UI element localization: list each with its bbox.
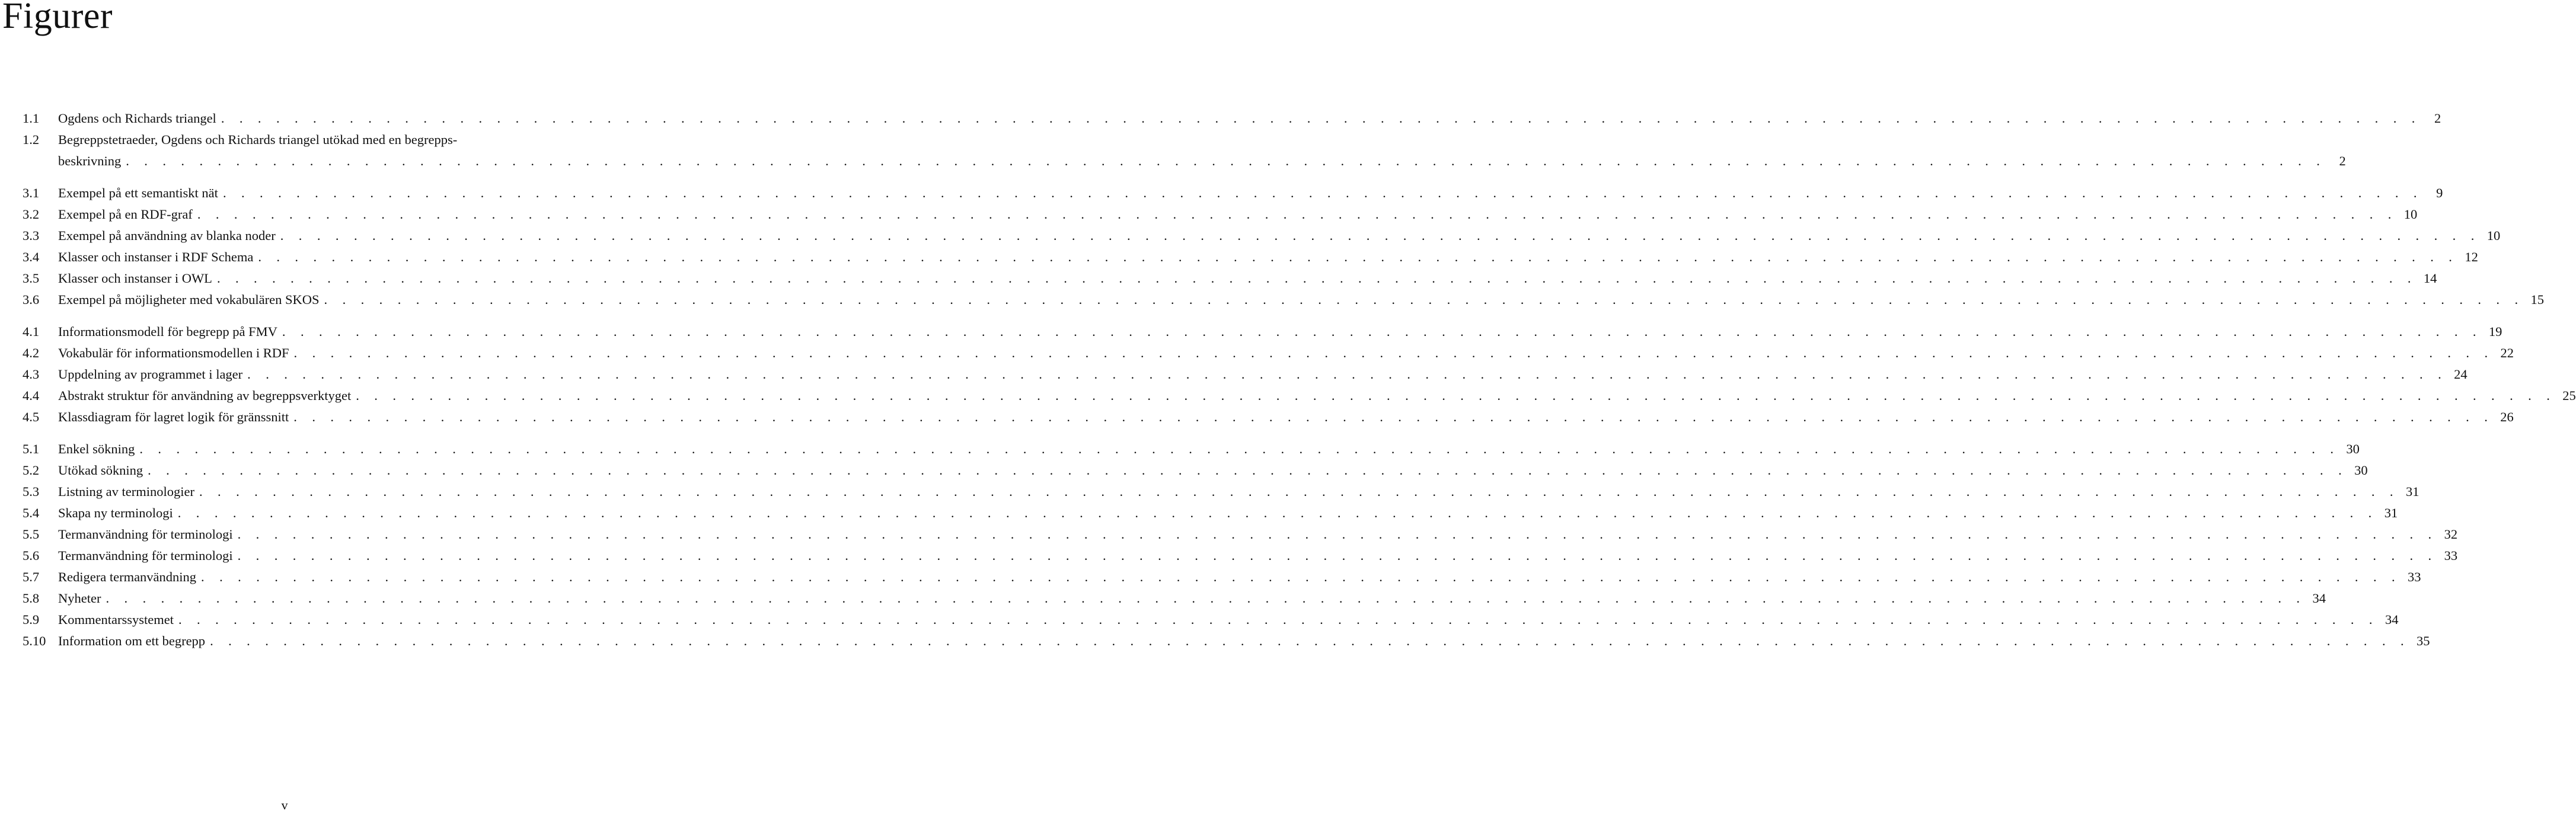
- figure-number: 5.6: [23, 548, 40, 563]
- toc-entry[interactable]: [23, 460, 2368, 481]
- figure-number: 3.2: [23, 207, 40, 222]
- page-ref: 19: [2488, 324, 2502, 339]
- page-ref: 30: [2346, 441, 2360, 456]
- dot-leader: . . . . . . . . . . . . . . . . . . . . . . . . . . . . . . . . . . . . . . . . . . . . . . . . . . . . . . . . . . . . . . . . . . . . . . . . . . . . . . . . . . . . . . . . . . . . . . . . . . . . . . . . . . . . . . . . . . . . . . . .: [216, 271, 2417, 286]
- figure-number: 1.2: [23, 132, 40, 147]
- figure-title: Listning av terminologier: [58, 484, 194, 499]
- toc-entry[interactable]: [23, 588, 2326, 609]
- toc-entry[interactable]: [23, 630, 2430, 652]
- figure-title-continuation: beskrivning: [58, 153, 122, 168]
- dot-leader: . . . . . . . . . . . . . . . . . . . . . . . . . . . . . . . . . . . . . . . . . . . . . . . . . . . . . . . . . . . . . . . . . . . . . . . . . . . . . . . . . . . . . . . . . . . . . . . . . . . . . . . . . . . . . . . . . . . . . . . .: [106, 591, 2306, 606]
- toc-entry[interactable]: [23, 438, 2360, 460]
- figure-number: 3.6: [23, 292, 40, 307]
- figure-title: Abstrakt struktur för användning av begreppsverktyget: [58, 388, 352, 403]
- figure-number: 4.5: [23, 409, 40, 424]
- page-ref: 33: [2408, 569, 2421, 584]
- dot-leader: . . . . . . . . . . . . . . . . . . . . . . . . . . . . . . . . . . . . . . . . . . . . . . . . . . . . . . . . . . . . . . . . . . . . . . . . . . . . . . . . . . . . . . . . . . . . . . . . . . . . . . . . . . . . . . . . . . . . . . . .: [222, 185, 2423, 200]
- toc-entry[interactable]: [23, 524, 2458, 545]
- figure-number: 3.1: [23, 185, 40, 200]
- figure-title: Informationsmodell för begrepp på FMV: [58, 324, 277, 339]
- figure-title: Klassdiagram för lagret logik för gränssnitt: [58, 409, 289, 424]
- dot-leader: . . . . . . . . . . . . . . . . . . . . . . . . . . . . . . . . . . . . . . . . . . . . . . . . . . . . . . . . . . . . . . . . . . . . . . . . . . . . . . . . . . . . . . . . . . . . . . . . . . . . . . . . . . . . . . . . . . . . . . . .: [199, 484, 2399, 499]
- figure-title: Kommentarssystemet: [58, 612, 174, 627]
- figure-number: 3.5: [23, 271, 40, 286]
- figure-title: Redigera termanvändning: [58, 569, 197, 584]
- figure-number: 5.3: [23, 484, 40, 499]
- page-ref: 25: [2562, 388, 2576, 403]
- figure-title: Vokabulär för informationsmodellen i RDF: [58, 345, 289, 360]
- figure-number: 3.3: [23, 228, 40, 243]
- dot-leader: . . . . . . . . . . . . . . . . . . . . . . . . . . . . . . . . . . . . . . . . . . . . . . . . . . . . . . . . . . . . . . . . . . . . . . . . . . . . . . . . . . . . . . . . . . . . . . . . . . . . . . . . . . . . . . . . . . . . . . . .: [210, 633, 2410, 648]
- toc-group: [23, 438, 2458, 652]
- list-of-figures: [23, 108, 2576, 662]
- dot-leader: . . . . . . . . . . . . . . . . . . . . . . . . . . . . . . . . . . . . . . . . . . . . . . . . . . . . . . . . . . . . . . . . . . . . . . . . . . . . . . . . . . . . . . . . . . . . . . . . . . . . . . . . . . . . . . . . . . . . . . . .: [237, 527, 2438, 542]
- page-ref: 22: [2500, 345, 2514, 360]
- figure-title: Exempel på ett semantiskt nät: [58, 185, 218, 200]
- dot-leader: . . . . . . . . . . . . . . . . . . . . . . . . . . . . . . . . . . . . . . . . . . . . . . . . . . . . . . . . . . . . . . . . . . . . . . . . . . . . . . . . . . . . . . . . . . . . . . . . . . . . . . . . . . . . . . . . . . . . . . . .: [282, 324, 2482, 339]
- figure-title: Uppdelning av programmet i lager: [58, 367, 243, 382]
- toc-entry[interactable]: [23, 364, 2468, 385]
- figure-number: 5.4: [23, 505, 40, 520]
- page-ref: 10: [2403, 207, 2418, 222]
- dot-leader: . . . . . . . . . . . . . . . . . . . . . . . . . . . . . . . . . . . . . . . . . . . . . . . . . . . . . . . . . . . . . . . . . . . . . . . . . . . . . . . . . . . . . . . . . . . . . . . . . . . . . . . . . . . . . . . . . . . . . . . .: [178, 612, 2379, 627]
- page-ref: 33: [2444, 548, 2458, 563]
- toc-entry[interactable]: [23, 129, 2346, 172]
- toc-entry[interactable]: [23, 108, 2441, 129]
- figure-title: Termanvändning för terminologi: [58, 527, 233, 542]
- page-ref: 9: [2436, 185, 2443, 200]
- page-ref: 30: [2354, 463, 2368, 478]
- figure-number: 4.2: [23, 345, 40, 360]
- figure-number: 5.1: [23, 441, 40, 456]
- dot-leader: . . . . . . . . . . . . . . . . . . . . . . . . . . . . . . . . . . . . . . . . . . . . . . . . . . . . . . . . . . . . . . . . . . . . . . . . . . . . . . . . . . . . . . . . . . . . . . . . . . . . . . . . . . . . . . . . . . . . . . . .: [197, 207, 2398, 222]
- toc-entry[interactable]: [23, 343, 2514, 364]
- dot-leader: . . . . . . . . . . . . . . . . . . . . . . . . . . . . . . . . . . . . . . . . . . . . . . . . . . . . . . . . . . . . . . . . . . . . . . . . . . . . . . . . . . . . . . . . . . . . . . . . . . . . . . . . . . . . . . . . . . . . . . . .: [177, 505, 2378, 520]
- figure-title: Utökad sökning: [58, 463, 143, 478]
- dot-leader: . . . . . . . . . . . . . . . . . . . . . . . . . . . . . . . . . . . . . . . . . . . . . . . . . . . . . . . . . . . . . . . . . . . . . . . . . . . . . . . . . . . . . . . . . . . . . . . . . . . . . . . . . . . . . . . . . . . . . . . .: [247, 367, 2447, 382]
- toc-group: [23, 108, 2441, 172]
- figure-number: 5.8: [23, 591, 40, 606]
- toc-entry[interactable]: [23, 204, 2418, 225]
- dot-leader: . . . . . . . . . . . . . . . . . . . . . . . . . . . . . . . . . . . . . . . . . . . . . . . . . . . . . . . . . . . . . . . . . . . . . . . . . . . . . . . . . . . . . . . . . . . . . . . . . . . . . . . . . . . . . . . . . . . . . . . .: [139, 441, 2339, 456]
- figure-number: 5.10: [23, 633, 46, 648]
- page-ref: 2: [2339, 153, 2346, 168]
- toc-entry[interactable]: [23, 481, 2419, 502]
- toc-entry[interactable]: [23, 385, 2576, 406]
- toc-group: [23, 321, 2576, 428]
- figure-title: Skapa ny terminologi: [58, 505, 173, 520]
- toc-entry[interactable]: [23, 247, 2478, 268]
- toc-entry[interactable]: [23, 545, 2458, 566]
- figure-number: 5.5: [23, 527, 40, 542]
- toc-entry[interactable]: [23, 183, 2443, 204]
- toc-entry-first-line: [23, 129, 569, 151]
- figure-title: Klasser och instanser i RDF Schema: [58, 249, 254, 264]
- dot-leader: . . . . . . . . . . . . . . . . . . . . . . . . . . . . . . . . . . . . . . . . . . . . . . . . . . . . . . . . . . . . . . . . . . . . . . . . . . . . . . . . . . . . . . . . . . . . . . . . . . . . . . . . . . . . . . . . . . . . . . . .: [258, 249, 2458, 264]
- figure-title: Exempel på en RDF-graf: [58, 207, 193, 222]
- dot-leader: . . . . . . . . . . . . . . . . . . . . . . . . . . . . . . . . . . . . . . . . . . . . . . . . . . . . . . . . . . . . . . . . . . . . . . . . . . . . . . . . . . . . . . . . . . . . . . . . . . . . . . . . . . . . . . . . . . . . . . . .: [324, 292, 2524, 307]
- dot-leader: . . . . . . . . . . . . . . . . . . . . . . . . . . . . . . . . . . . . . . . . . . . . . . . . . . . . . . . . . . . . . . . . . . . . . . . . . . . . . . . . . . . . . . . . . . . . . . . . . . . . . . . . . . . . . . . . . . . . . . . .: [293, 409, 2494, 424]
- page-number: v: [281, 798, 288, 812]
- figure-number: 4.1: [23, 324, 40, 339]
- dot-leader: . . . . . . . . . . . . . . . . . . . . . . . . . . . . . . . . . . . . . . . . . . . . . . . . . . . . . . . . . . . . . . . . . . . . . . . . . . . . . . . . . . . . . . . . . . . . . . . . . . . . . . . . . . . . . . . . . . . . . . . .: [293, 345, 2494, 360]
- toc-entry[interactable]: [23, 268, 2437, 289]
- page-ref: 2: [2434, 111, 2441, 126]
- figure-number: 3.4: [23, 249, 40, 264]
- dot-leader: . . . . . . . . . . . . . . . . . . . . . . . . . . . . . . . . . . . . . . . . . . . . . . . . . . . . . . . . . . . . . . . . . . . . . . . . . . . . . . . . . . . . . . . . . . . . . . . . . . . . . . . . . . . . . . . . . . . . . . . .: [237, 548, 2438, 563]
- figure-title: Klasser och instanser i OWL: [58, 271, 212, 286]
- dot-leader: . . . . . . . . . . . . . . . . . . . . . . . . . . . . . . . . . . . . . . . . . . . . . . . . . . . . . . . . . . . . . . . . . . . . . . . . . . . . . . . . . . . . . . . . . . . . . . . . . . . . . . . . . . . . . . . . . . . . . . . .: [201, 569, 2401, 584]
- toc-entry[interactable]: [23, 289, 2545, 311]
- toc-entry-continuation: [23, 151, 2346, 172]
- page-ref: 15: [2530, 292, 2545, 307]
- toc-entry[interactable]: [23, 225, 2501, 247]
- figure-number: 4.3: [23, 367, 40, 382]
- page-ref: 32: [2444, 527, 2458, 542]
- figure-number: 1.1: [23, 111, 40, 126]
- figure-title: Ogdens och Richards triangel: [58, 111, 216, 126]
- page-ref: 26: [2500, 409, 2514, 424]
- page-ref: 34: [2385, 612, 2399, 627]
- page-ref: 31: [2384, 505, 2398, 520]
- toc-entry[interactable]: [23, 609, 2399, 630]
- toc-entry[interactable]: [23, 502, 2398, 524]
- figure-number: 5.7: [23, 569, 40, 584]
- figure-title: Exempel på möjligheter med vokabulären SKOS: [58, 292, 320, 307]
- figure-title: Information om ett begrepp: [58, 633, 206, 648]
- figure-title: Enkel sökning: [58, 441, 135, 456]
- toc-entry[interactable]: [23, 321, 2502, 343]
- page-ref: 12: [2465, 249, 2478, 264]
- page-ref: 24: [2454, 367, 2468, 382]
- figure-number: 5.9: [23, 612, 40, 627]
- toc-entry[interactable]: [23, 566, 2421, 588]
- dot-leader: . . . . . . . . . . . . . . . . . . . . . . . . . . . . . . . . . . . . . . . . . . . . . . . . . . . . . . . . . . . . . . . . . . . . . . . . . . . . . . . . . . . . . . . . . . . . . . . . . . . . . . . . . . . . . . . . . . . . . . . .: [221, 111, 2421, 126]
- page-ref: 10: [2486, 228, 2501, 243]
- dot-leader: . . . . . . . . . . . . . . . . . . . . . . . . . . . . . . . . . . . . . . . . . . . . . . . . . . . . . . . . . . . . . . . . . . . . . . . . . . . . . . . . . . . . . . . . . . . . . . . . . . . . . . . . . . . . . . . . . . . . . . . .: [356, 388, 2556, 403]
- dot-leader: . . . . . . . . . . . . . . . . . . . . . . . . . . . . . . . . . . . . . . . . . . . . . . . . . . . . . . . . . . . . . . . . . . . . . . . . . . . . . . . . . . . . . . . . . . . . . . . . . . . . . . . . . . . . . . . . . . . . . . . .: [126, 153, 2326, 168]
- figure-title: Termanvändning för terminologi: [58, 548, 233, 563]
- page-ref: 14: [2423, 271, 2437, 286]
- toc-group: [23, 183, 2545, 311]
- figure-title: Begreppstetraeder, Ogdens och Richards triangel utökad med en begrepps-: [58, 132, 458, 147]
- toc-entry[interactable]: [23, 406, 2514, 428]
- figure-title: Exempel på användning av blanka noder: [58, 228, 276, 243]
- page-ref: 35: [2417, 633, 2430, 648]
- page-title: Figurer: [2, 0, 113, 36]
- dot-leader: . . . . . . . . . . . . . . . . . . . . . . . . . . . . . . . . . . . . . . . . . . . . . . . . . . . . . . . . . . . . . . . . . . . . . . . . . . . . . . . . . . . . . . . . . . . . . . . . . . . . . . . . . . . . . . . . . . . . . . . .: [280, 228, 2481, 243]
- figure-number: 4.4: [23, 388, 40, 403]
- dot-leader: . . . . . . . . . . . . . . . . . . . . . . . . . . . . . . . . . . . . . . . . . . . . . . . . . . . . . . . . . . . . . . . . . . . . . . . . . . . . . . . . . . . . . . . . . . . . . . . . . . . . . . . . . . . . . . . . . . . . . . . .: [148, 463, 2348, 478]
- figure-title: Nyheter: [58, 591, 101, 606]
- page-ref: 31: [2405, 484, 2419, 499]
- page-ref: 34: [2312, 591, 2326, 606]
- figure-number: 5.2: [23, 463, 40, 478]
